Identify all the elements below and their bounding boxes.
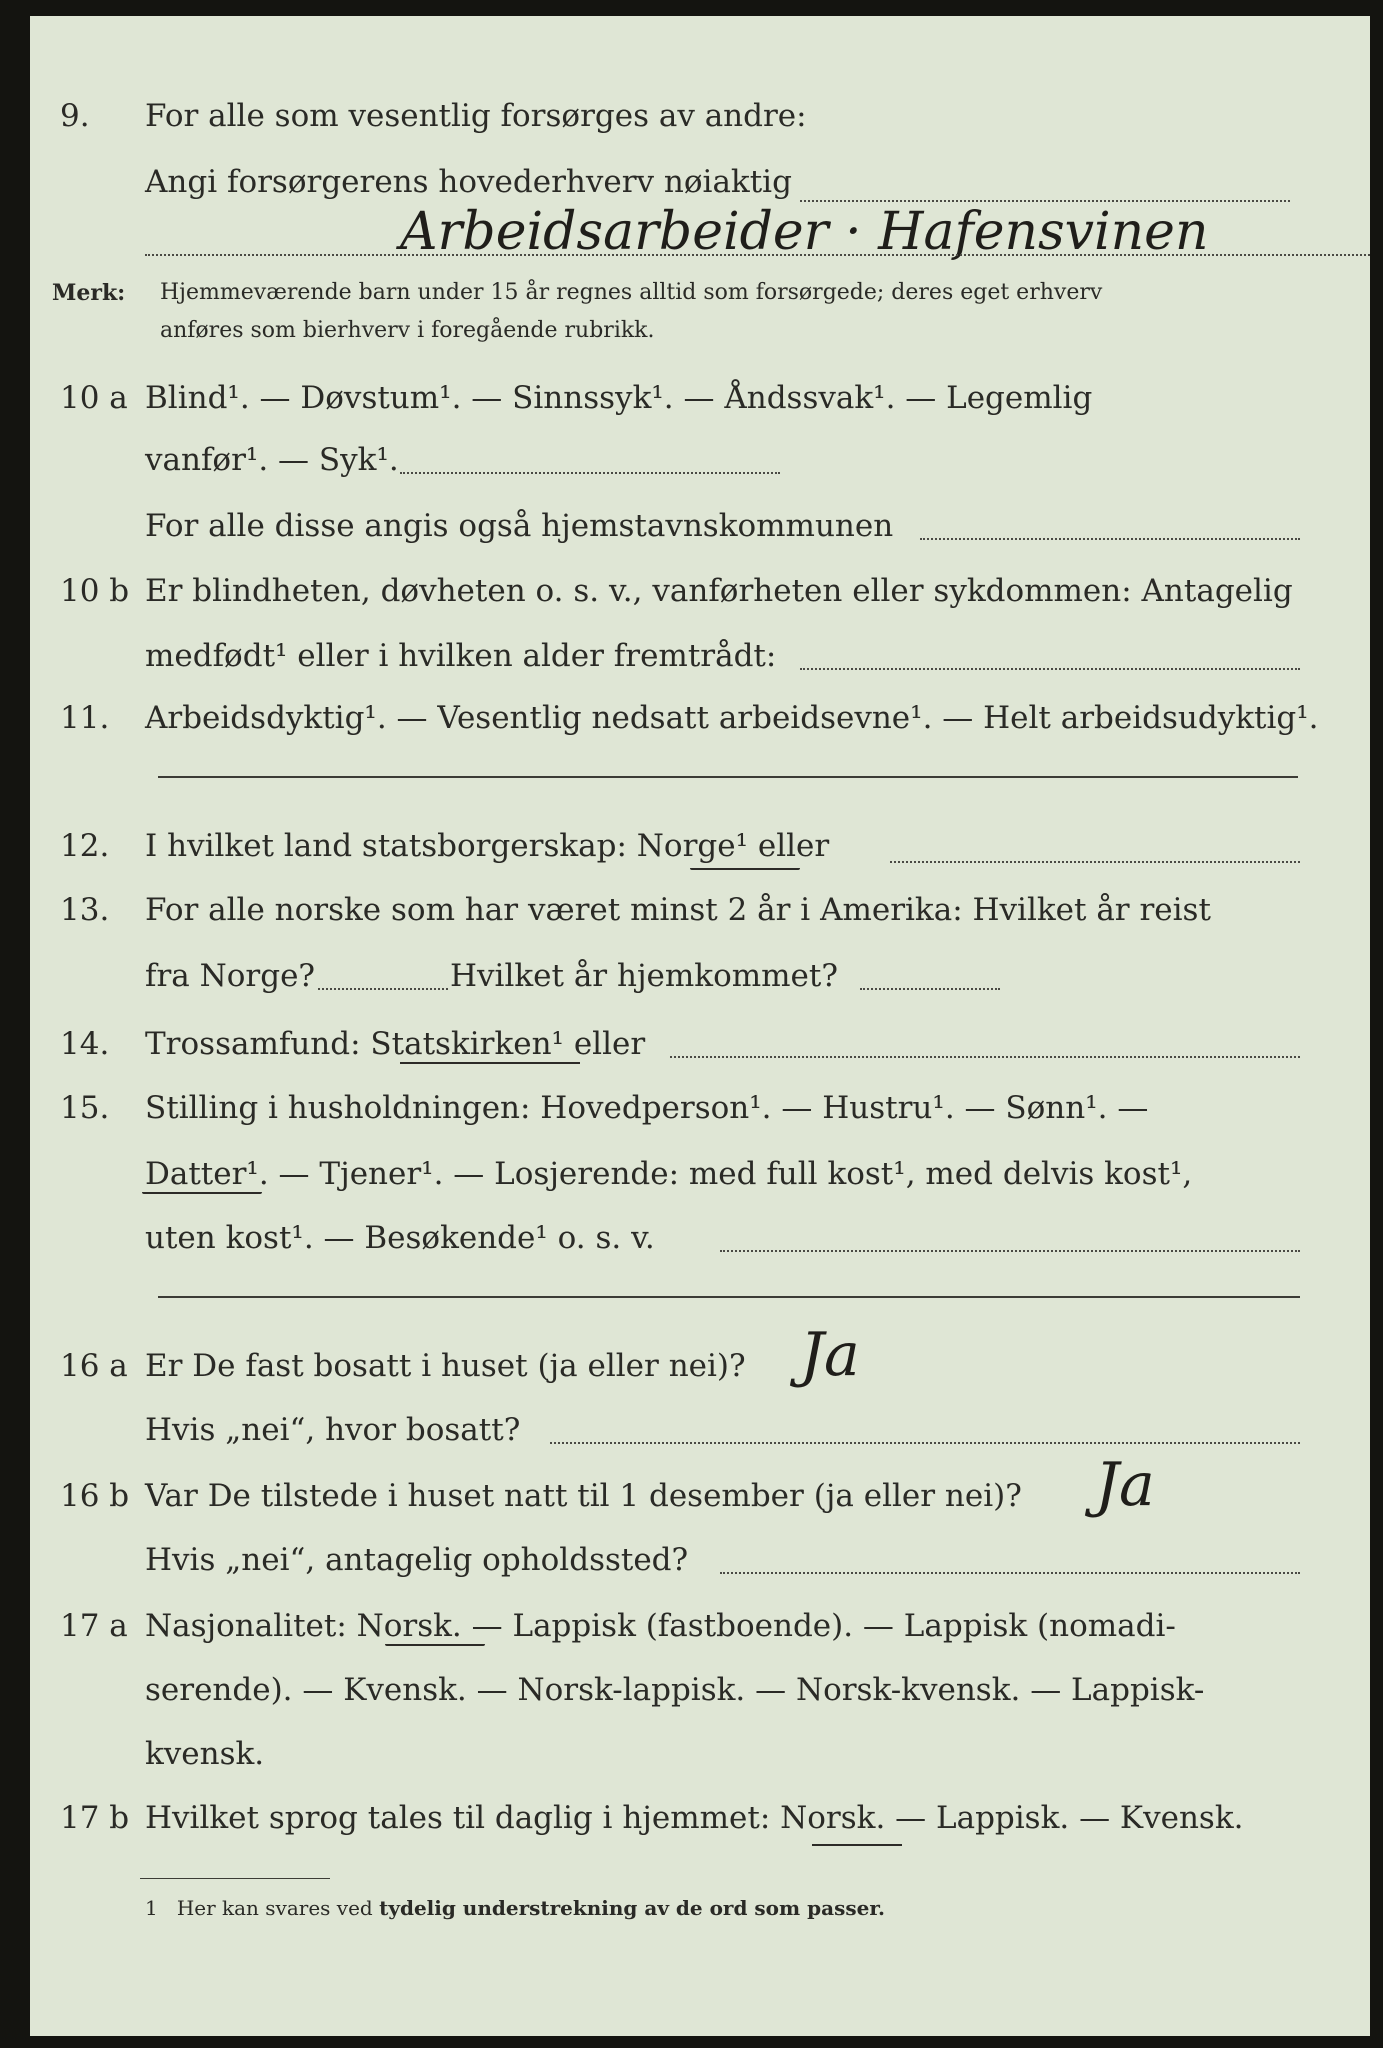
- q10b-row2: [30, 626, 1370, 686]
- q10b-text2: medfødt¹ eller i hvilken alder fremtrådt:: [145, 638, 777, 674]
- q10b-text1: Er blindheten, døvheten o. s. v., vanførheten eller sykdommen: Antagelig: [145, 573, 1293, 609]
- q10a-row2: [30, 430, 1370, 490]
- q16a-text2: Hvis „nei“, hvor bosatt?: [145, 1412, 521, 1448]
- q17b-row1: [30, 1788, 1370, 1848]
- q10a-row1: [30, 368, 1370, 428]
- q10a-text1: Blind¹. — Døvstum¹. — Sinnssyk¹. — Åndssvak¹. — Legemlig: [145, 380, 1093, 416]
- q17a-row1: [30, 1596, 1370, 1656]
- q16a-fill-line[interactable]: [550, 1442, 1300, 1444]
- q13-fill-line-1[interactable]: [318, 988, 448, 990]
- q15-text3: uten kost¹. — Besøkende¹ o. s. v.: [145, 1220, 655, 1256]
- footnote-text: Her kan svares ved: [176, 1896, 373, 1920]
- merk-row2: [30, 316, 1370, 346]
- q9-number: 9.: [60, 98, 90, 134]
- q15-text2: Datter¹. — Tjener¹. — Losjerende: med full kost¹, med delvis kost¹,: [145, 1156, 1193, 1192]
- q15-row1: [30, 1078, 1370, 1138]
- q15-row2: [30, 1144, 1370, 1204]
- q16a-row2: [30, 1400, 1370, 1460]
- merk-row1: [30, 278, 1370, 308]
- merk-text1: Hjemmeværende barn under 15 år regnes alltid som forsørgede; deres eget erhverv: [160, 280, 1103, 305]
- q17a-row2: [30, 1660, 1370, 1720]
- q17a-text3: kvensk.: [145, 1736, 265, 1772]
- q9-handwritten-answer: Arbeidsarbeider · Hafensvinen: [400, 202, 1209, 262]
- q17a-text1: Nasjonalitet: Norsk. — Lappisk (fastboende). — Lappisk (nomadi-: [145, 1608, 1176, 1644]
- q10a-number: 10 a: [60, 380, 128, 416]
- q15-number: 15.: [60, 1090, 110, 1126]
- footnote: [145, 1896, 885, 1920]
- q16a-handwritten-answer: Ja: [800, 1320, 860, 1390]
- census-form-page: [30, 16, 1370, 2036]
- q16b-handwritten-answer: Ja: [1095, 1450, 1155, 1520]
- q10b-row1: [30, 561, 1370, 621]
- q11-rule: [158, 776, 1298, 778]
- q10a-text2: vanfør¹. — Syk¹.: [145, 442, 399, 478]
- norsk-nationality-underline-mark: [385, 1644, 485, 1646]
- footnote-bold-text: tydelig understrekning av de ord som passer.: [379, 1896, 885, 1920]
- q13-text2b: Hvilket år hjemkommet?: [450, 958, 838, 994]
- q13-number: 13.: [60, 892, 110, 928]
- merk-text2: anføres som bierhverv i foregående rubrikk.: [160, 318, 655, 343]
- q17a-text2: serende). — Kvensk. — Norsk-lappisk. — Norsk-kvensk. — Lappisk-: [145, 1672, 1205, 1708]
- q17a-number: 17 a: [60, 1608, 128, 1644]
- q16b-row1: [30, 1466, 1370, 1526]
- q15-row3: [30, 1208, 1370, 1268]
- q13-text1: For alle norske som har været minst 2 år i Amerika: Hvilket år reist: [145, 892, 1211, 928]
- q15-text1: Stilling i husholdningen: Hovedperson¹. — Hustru¹. — Sønn¹. —: [145, 1090, 1149, 1126]
- q9-row1: [30, 86, 1370, 146]
- q12-fill-line[interactable]: [890, 861, 1300, 863]
- q12-text1: I hvilket land statsborgerskap: Norge¹ eller: [145, 828, 830, 864]
- q14-row1: [30, 1014, 1370, 1074]
- norsk-language-underline-mark: [812, 1844, 902, 1846]
- q12-number: 12.: [60, 828, 110, 864]
- footnote-rule: [140, 1878, 330, 1879]
- q14-number: 14.: [60, 1026, 110, 1062]
- q10a-text3: For alle disse angis også hjemstavnskommunen: [145, 508, 894, 544]
- q16a-number: 16 a: [60, 1348, 128, 1384]
- q12-row1: [30, 816, 1370, 876]
- q9-text2: Angi forsørgerens hovederhverv nøiaktig: [145, 164, 792, 200]
- q10b-fill-line[interactable]: [800, 668, 1300, 670]
- q11-row1: [30, 688, 1370, 748]
- q10a-row3: [30, 496, 1370, 556]
- q15-rule: [158, 1296, 1300, 1298]
- q11-number: 11.: [60, 700, 110, 736]
- q10a-fill-line-2[interactable]: [920, 538, 1300, 540]
- q14-text1: Trossamfund: Statskirken¹ eller: [145, 1026, 646, 1062]
- norge-underline-mark: [690, 868, 800, 870]
- q15-fill-line[interactable]: [720, 1250, 1300, 1252]
- q9-answer-line[interactable]: [145, 254, 1370, 256]
- q10a-fill-line-1[interactable]: [400, 472, 780, 474]
- merk-label: Merk:: [52, 280, 126, 306]
- q16b-fill-line[interactable]: [720, 1572, 1300, 1574]
- footnote-mark: 1: [145, 1896, 158, 1920]
- q13-row2: [30, 946, 1370, 1006]
- statskirken-underline-mark: [400, 1062, 580, 1064]
- q16a-row1: [30, 1336, 1370, 1396]
- q14-fill-line[interactable]: [670, 1056, 1300, 1058]
- datter-underline-mark: [142, 1192, 262, 1194]
- q16b-row2: [30, 1530, 1370, 1590]
- q17a-row3: [30, 1724, 1370, 1784]
- q13-row1: [30, 880, 1370, 940]
- q11-text1: Arbeidsdyktig¹. — Vesentlig nedsatt arbeidsevne¹. — Helt arbeidsudyktig¹.: [145, 700, 1319, 736]
- q16b-text1: Var De tilstede i huset natt til 1 desember (ja eller nei)?: [145, 1478, 1022, 1514]
- q10b-number: 10 b: [60, 573, 130, 609]
- q17b-text1: Hvilket sprog tales til daglig i hjemmet: Norsk. — Lappisk. — Kvensk.: [145, 1800, 1244, 1836]
- q16b-number: 16 b: [60, 1478, 130, 1514]
- q16b-text2: Hvis „nei“, antagelig opholdssted?: [145, 1542, 689, 1578]
- q17b-number: 17 b: [60, 1800, 130, 1836]
- q13-text2: fra Norge?: [145, 958, 316, 994]
- q13-fill-line-2[interactable]: [860, 988, 1000, 990]
- q16a-text1: Er De fast bosatt i huset (ja eller nei)?: [145, 1348, 746, 1384]
- q9-text1: For alle som vesentlig forsørges av andre:: [145, 98, 807, 134]
